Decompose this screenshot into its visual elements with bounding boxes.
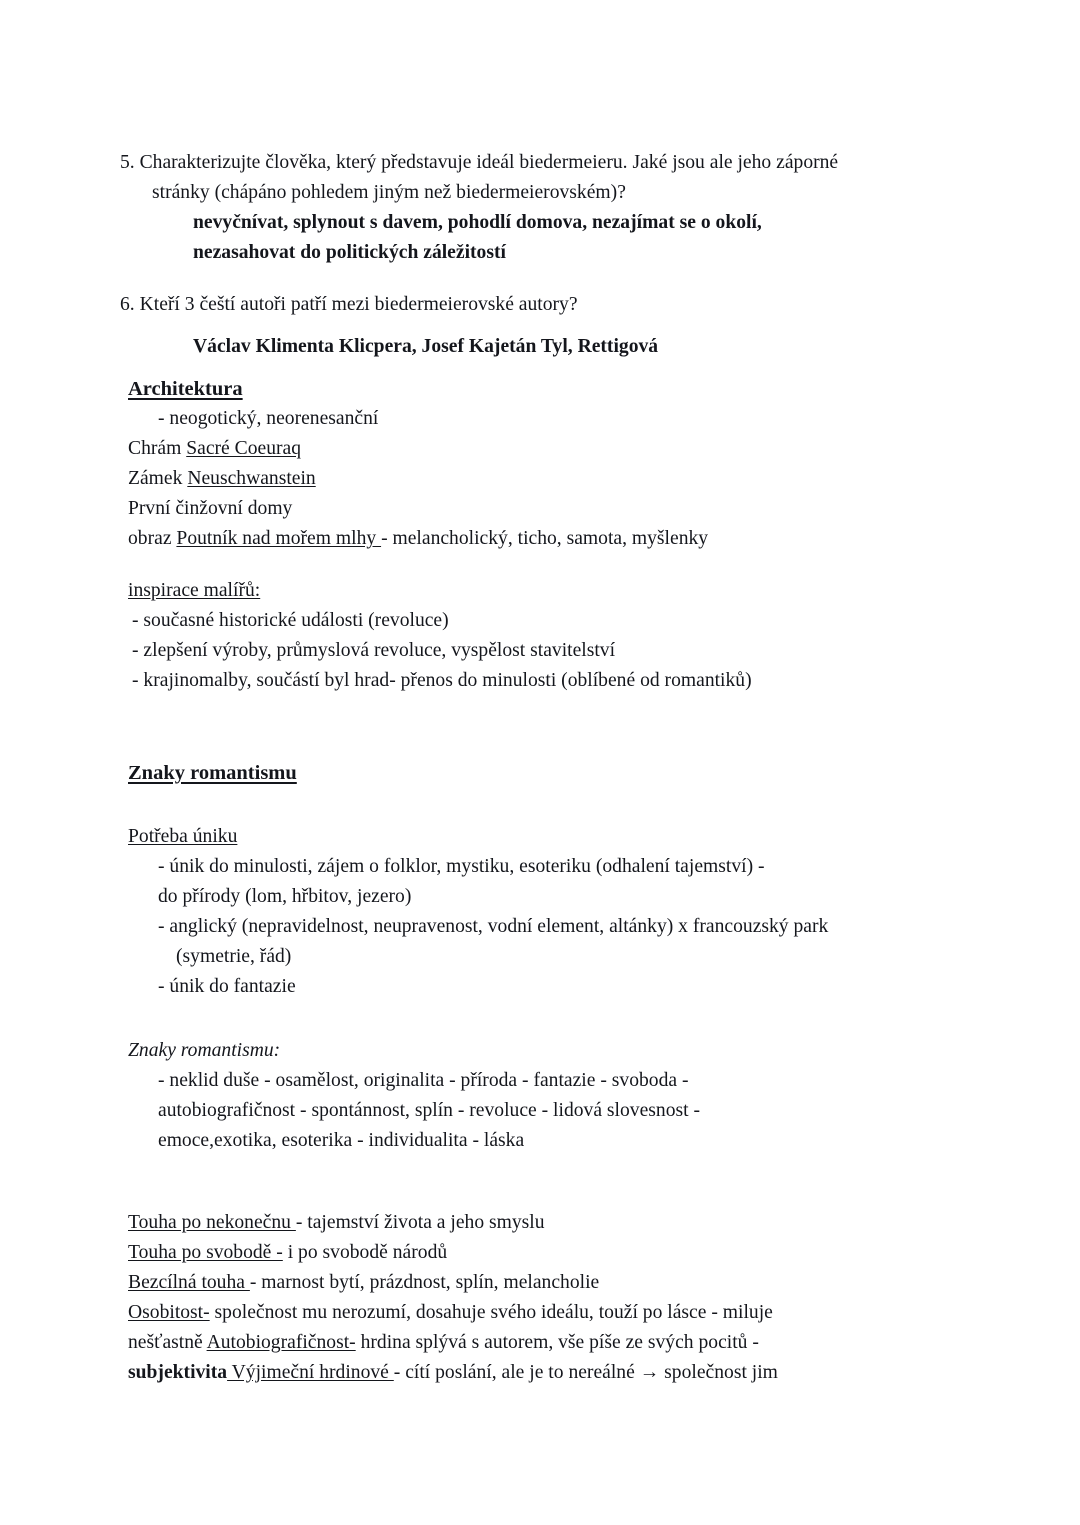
touha-svoboda-term: Touha po svobodě - <box>128 1242 283 1263</box>
vyjimecni-hrdinove-term: Výjimeční hrdinové <box>227 1362 394 1383</box>
question-6-answer-line-1: Václav Klimenta Klicpera, Josef Kajetán Tyl, Rettigová <box>193 336 659 357</box>
osobitost-description: společnost mu nerozumí, dosahuje svého ideálu, touží po lásce - miluje <box>209 1302 773 1323</box>
architektura-styles-line: - neogotický, neorenesanční <box>158 408 379 429</box>
potreba-uniku-line-4: (symetrie, řád) <box>176 946 292 967</box>
vyjimecni-hrdinove-description: - cítí poslání, ale je to nereálné → společnost jim <box>393 1362 778 1383</box>
architektura-chram-line <box>118 434 962 464</box>
potreba-uniku-line-3: - anglický (nepravidelnost, neupravenost, vodní element, altánky) x francouzský park <box>158 916 829 937</box>
question-6-line: 6. Kteří 3 čeští autoři patří mezi biedermeierovské autory? <box>120 294 578 315</box>
bezcilna-touha-line <box>118 1268 962 1298</box>
spacer <box>118 554 962 576</box>
potreba-uniku-line-1: - únik do minulosti, zájem o folklor, mystiku, esoteriku (odhalení tajemství) - <box>158 856 765 877</box>
spacer <box>118 1156 962 1208</box>
osobitost-term: Osobitost- <box>128 1302 210 1323</box>
touha-nekonecno-line <box>118 1208 962 1238</box>
question-5-line: 5. Charakterizujte člověka, který představuje ideál biedermeieru. Jaké jsou ale jeho záporné <box>120 152 839 173</box>
touha-svoboda-line <box>118 1238 962 1268</box>
spacer <box>118 1002 962 1036</box>
inspirace-item: - zlepšení výroby, průmyslová revoluce, vyspělost stavitelství <box>132 640 616 661</box>
question-5-answer-line-2: nezasahovat do politických záležitostí <box>193 242 506 263</box>
spacer <box>118 268 962 290</box>
bezcilna-touha-term: Bezcílná touha <box>128 1272 250 1293</box>
znaky-list-line-3: emoce,exotika, esoterika - individualita - láska <box>158 1130 525 1151</box>
document-body <box>118 148 962 1388</box>
spacer <box>118 320 962 332</box>
spacer <box>118 696 962 758</box>
znaky-list-line-2: autobiografičnost - spontánnost, splín - revoluce - lidová slovesnost - <box>158 1100 700 1121</box>
architektura-obraz-line <box>118 524 962 554</box>
inspirace-item: - krajinomalby, součástí byl hrad- přenos do minulosti (oblíbené od romantiků) <box>132 670 752 691</box>
potreba-uniku-line-5: - únik do fantazie <box>158 976 296 997</box>
vyjimecni-hrdinove-line <box>118 1358 962 1388</box>
touha-nekonecno-term: Touha po nekonečnu <box>128 1212 296 1233</box>
touha-svoboda-description: i po svobodě národů <box>282 1242 448 1263</box>
question-5-wrap-line: stránky (chápáno pohledem jiným než biedermeierovském)? <box>152 182 626 203</box>
autobiograficnost-description: hrdina splývá s autorem, vše píše ze svých pocitů - <box>355 1332 759 1353</box>
architektura-heading: Architektura <box>128 378 243 400</box>
spacer <box>118 788 962 822</box>
autobiograficnost-prefix: nešťastně <box>128 1332 207 1353</box>
inspirace-item: - současné historické události (revoluce) <box>132 610 449 631</box>
osobitost-line <box>118 1298 962 1328</box>
autobiograficnost-line <box>118 1328 962 1358</box>
spacer <box>118 362 962 374</box>
znaky-list-heading: Znaky romantismu: <box>128 1040 281 1061</box>
obraz-name: Poutník nad mořem mlhy <box>176 528 382 549</box>
obraz-description: - melancholický, ticho, samota, myšlenky <box>381 528 709 549</box>
potreba-uniku-heading: Potřeba úniku <box>128 826 238 847</box>
subjektivita-term: subjektivita <box>128 1362 228 1383</box>
chram-label: Chrám <box>128 438 187 459</box>
question-5-answer-line-1: nevyčnívat, splynout s davem, pohodlí domova, nezajímat se o okolí, <box>193 212 762 233</box>
architektura-domy-line: První činžovní domy <box>128 498 293 519</box>
potreba-uniku-line-2: do přírody (lom, hřbitov, jezero) <box>158 886 412 907</box>
zamek-name: Neuschwanstein <box>187 468 316 489</box>
inspirace-heading: inspirace malířů: <box>128 580 261 601</box>
autobiograficnost-term: Autobiografičnost- <box>206 1332 356 1353</box>
architektura-zamek-line <box>118 464 962 494</box>
bezcilna-touha-description: - marnost bytí, prázdnost, splín, melancholie <box>249 1272 600 1293</box>
znaky-romantismu-heading: Znaky romantismu <box>128 762 297 784</box>
znaky-list-line-1: - neklid duše - osamělost, originalita - příroda - fantazie - svoboda - <box>158 1070 689 1091</box>
obraz-label: obraz <box>128 528 177 549</box>
chram-name: Sacré Coeuraq <box>186 438 302 459</box>
touha-nekonecno-description: - tajemství života a jeho smyslu <box>295 1212 545 1233</box>
zamek-label: Zámek <box>128 468 188 489</box>
